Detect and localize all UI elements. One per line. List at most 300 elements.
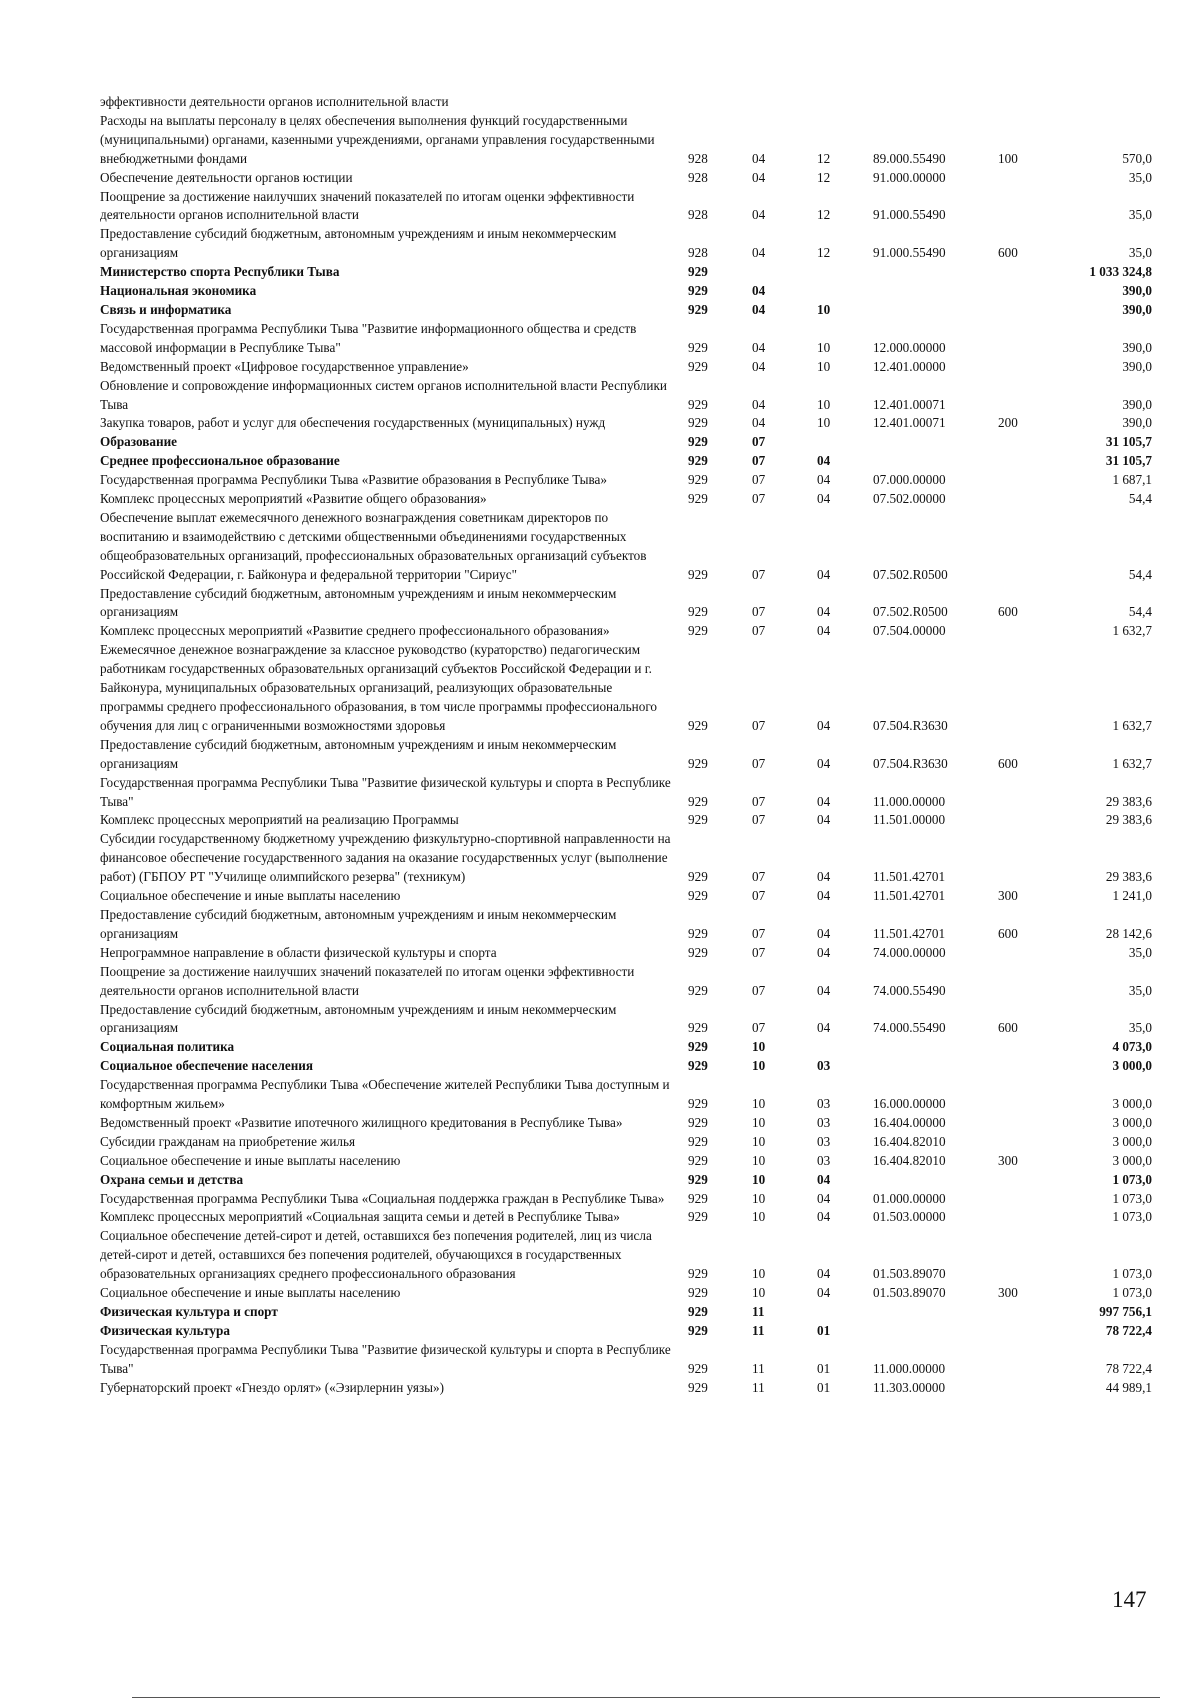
cell-expense-type-code: 300 — [998, 888, 1018, 904]
cell-ministry-code: 929 — [688, 888, 708, 904]
table-row — [0, 490, 1200, 509]
cell-section-code: 07 — [752, 453, 766, 469]
cell-amount: 3 000,0 — [1112, 1133, 1152, 1149]
cell-section-code: 07 — [752, 491, 766, 507]
cell-subsection-code: 12 — [817, 150, 831, 166]
table-row — [0, 1152, 1200, 1171]
cell-target-article-code: 89.000.55490 — [873, 150, 946, 166]
cell-section-code: 07 — [752, 982, 766, 998]
cell-target-article-code: 07.502.00000 — [873, 491, 946, 507]
cell-subsection-code: 12 — [817, 169, 831, 185]
cell-target-article-code: 07.504.R3630 — [873, 755, 948, 771]
table-row — [0, 622, 1200, 641]
cell-target-article-code: 74.000.00000 — [873, 944, 946, 960]
cell-subsection-code: 10 — [817, 339, 831, 355]
cell-amount: 390,0 — [1122, 301, 1152, 317]
cell-section-code: 07 — [752, 604, 766, 620]
cell-section-code: 04 — [752, 301, 766, 317]
cell-ministry-code: 929 — [688, 472, 708, 488]
bottom-divider — [132, 1697, 1160, 1698]
row-description: Охрана семьи и детства — [100, 1171, 244, 1187]
page-number: 147 — [1112, 1587, 1147, 1612]
table-row — [0, 452, 1200, 471]
cell-target-article-code: 91.000.55490 — [873, 245, 946, 261]
cell-subsection-code: 04 — [817, 1171, 831, 1187]
cell-subsection-code: 10 — [817, 396, 831, 412]
cell-subsection-code: 04 — [817, 491, 831, 507]
cell-section-code: 10 — [752, 1152, 766, 1168]
cell-section-code: 04 — [752, 415, 766, 431]
row-description: Государственная программа Республики Тыва "Развитие информационного общества и средств массовой информации в Республике Тыва" — [100, 320, 637, 355]
cell-subsection-code: 03 — [817, 1133, 831, 1149]
cell-ministry-code: 929 — [688, 301, 708, 317]
cell-ministry-code: 929 — [688, 869, 708, 885]
cell-amount: 390,0 — [1122, 339, 1152, 355]
cell-expense-type-code: 300 — [998, 1285, 1018, 1301]
cell-section-code: 04 — [752, 283, 766, 299]
cell-section-code: 04 — [752, 358, 766, 374]
cell-ministry-code: 929 — [688, 415, 708, 431]
cell-ministry-code: 929 — [688, 982, 708, 998]
table-row — [0, 320, 1200, 358]
row-description: Комплекс процессных мероприятий «Развитие среднего профессионального образования» — [100, 623, 610, 639]
cell-section-code: 07 — [752, 755, 766, 771]
cell-amount: 29 383,6 — [1105, 869, 1152, 885]
cell-amount: 1 632,7 — [1112, 717, 1152, 733]
cell-amount: 29 383,6 — [1105, 793, 1152, 809]
table-row — [0, 963, 1200, 1001]
cell-expense-type-code: 600 — [998, 755, 1018, 771]
cell-subsection-code: 03 — [817, 1114, 831, 1130]
cell-target-article-code: 12.401.00071 — [873, 396, 946, 412]
table-row — [0, 1303, 1200, 1322]
row-description: Непрограммное направление в области физической культуры и спорта — [100, 944, 497, 960]
cell-section-code: 07 — [752, 623, 766, 639]
cell-ministry-code: 929 — [688, 1039, 708, 1055]
cell-ministry-code: 929 — [688, 717, 708, 733]
cell-expense-type-code: 100 — [998, 150, 1018, 166]
cell-ministry-code: 929 — [688, 453, 708, 469]
cell-amount: 1 632,7 — [1112, 623, 1152, 639]
cell-section-code: 10 — [752, 1190, 766, 1206]
table-row — [0, 774, 1200, 812]
table-row — [0, 1190, 1200, 1209]
cell-section-code: 04 — [752, 207, 766, 223]
cell-expense-type-code: 300 — [998, 1152, 1018, 1168]
row-description: Связь и информатика — [100, 301, 232, 317]
cell-ministry-code: 929 — [688, 1020, 708, 1036]
cell-section-code: 10 — [752, 1285, 766, 1301]
budget-table — [0, 93, 1200, 1398]
cell-expense-type-code: 600 — [998, 925, 1018, 941]
cell-ministry-code: 929 — [688, 491, 708, 507]
table-row — [0, 887, 1200, 906]
cell-ministry-code: 929 — [688, 1096, 708, 1112]
cell-target-article-code: 11.501.42701 — [873, 869, 946, 885]
cell-amount: 28 142,6 — [1105, 925, 1152, 941]
row-description: Комплекс процессных мероприятий «Социальная защита семьи и детей в Республике Тыва» — [100, 1209, 620, 1225]
cell-section-code: 07 — [752, 1020, 766, 1036]
cell-amount: 54,4 — [1128, 491, 1152, 507]
row-description: Государственная программа Республики Тыва «Социальная поддержка граждан в Республике Тыва» — [100, 1190, 665, 1206]
table-row — [0, 1001, 1200, 1039]
table-row — [0, 1076, 1200, 1114]
cell-amount: 29 383,6 — [1105, 812, 1152, 828]
cell-subsection-code: 10 — [817, 301, 831, 317]
table-row — [0, 282, 1200, 301]
table-row — [0, 414, 1200, 433]
cell-target-article-code: 16.404.82010 — [873, 1133, 946, 1149]
table-row — [0, 1171, 1200, 1190]
cell-section-code: 07 — [752, 793, 766, 809]
cell-section-code: 07 — [752, 434, 766, 450]
cell-ministry-code: 929 — [688, 1114, 708, 1130]
cell-target-article-code: 07.504.00000 — [873, 623, 946, 639]
cell-ministry-code: 929 — [688, 1379, 708, 1395]
cell-section-code: 10 — [752, 1209, 766, 1225]
cell-amount: 390,0 — [1122, 415, 1152, 431]
cell-section-code: 10 — [752, 1266, 766, 1282]
cell-section-code: 10 — [752, 1171, 766, 1187]
cell-section-code: 10 — [752, 1096, 766, 1112]
cell-amount: 35,0 — [1128, 1020, 1152, 1036]
cell-ministry-code: 929 — [688, 604, 708, 620]
row-description: Социальное обеспечение и иные выплаты населению — [100, 888, 401, 904]
cell-section-code: 10 — [752, 1114, 766, 1130]
cell-subsection-code: 04 — [817, 453, 831, 469]
cell-section-code: 04 — [752, 150, 766, 166]
table-row — [0, 433, 1200, 452]
cell-section-code: 11 — [752, 1360, 765, 1376]
cell-subsection-code: 10 — [817, 358, 831, 374]
cell-target-article-code: 11.303.00000 — [873, 1379, 946, 1395]
cell-ministry-code: 928 — [688, 207, 708, 223]
cell-section-code: 04 — [752, 339, 766, 355]
row-description: Обеспечение деятельности органов юстиции — [100, 169, 353, 185]
row-description: Поощрение за достижение наилучших значений показателей по итогам оценки эффективности деятельности органов исполнительной власти — [100, 188, 635, 223]
row-description: Социальная политика — [100, 1039, 235, 1055]
cell-ministry-code: 928 — [688, 150, 708, 166]
row-description: Физическая культура — [100, 1322, 230, 1338]
cell-ministry-code: 929 — [688, 1171, 708, 1187]
cell-subsection-code: 04 — [817, 925, 831, 941]
cell-amount: 1 073,0 — [1112, 1190, 1152, 1206]
cell-section-code: 04 — [752, 245, 766, 261]
row-description: Ежемесячное денежное вознаграждение за классное руководство (кураторство) педагогическим работникам государственных образовательных организаций субъектов Российской Федерации и г. Байконура, муниципальных образовательных организаций, реализующих образовательные программы среднего профессионального образования, в том числе программы профессионального обучения для лиц с ограниченными возможностями здоровья — [100, 642, 657, 733]
cell-amount: 78 722,4 — [1105, 1322, 1152, 1338]
cell-ministry-code: 929 — [688, 1266, 708, 1282]
cell-amount: 35,0 — [1128, 982, 1152, 998]
row-description: Предоставление субсидий бюджетным, автономным учреждениям и иным некоммерческим организациям — [100, 1001, 617, 1036]
row-description: Обеспечение выплат ежемесячного денежного вознаграждения советникам директоров по воспитанию и взаимодействию с детскими общественными объединениями государственных общеобразовательных организаций, профессиональных образовательных организаций субъектов Российской Федерации, г. Байконура и федеральной территории "Сириус" — [100, 509, 647, 582]
row-description: Национальная экономика — [100, 283, 257, 299]
cell-subsection-code: 12 — [817, 245, 831, 261]
cell-subsection-code: 04 — [817, 982, 831, 998]
cell-expense-type-code: 600 — [998, 604, 1018, 620]
cell-subsection-code: 04 — [817, 888, 831, 904]
cell-amount: 54,4 — [1128, 604, 1152, 620]
cell-target-article-code: 01.000.00000 — [873, 1190, 946, 1206]
cell-target-article-code: 01.503.00000 — [873, 1209, 946, 1225]
cell-subsection-code: 01 — [817, 1379, 831, 1395]
cell-subsection-code: 04 — [817, 623, 831, 639]
cell-amount: 390,0 — [1122, 283, 1152, 299]
cell-subsection-code: 04 — [817, 755, 831, 771]
cell-subsection-code: 04 — [817, 812, 831, 828]
table-row — [0, 585, 1200, 623]
cell-subsection-code: 01 — [817, 1360, 831, 1376]
cell-subsection-code: 04 — [817, 944, 831, 960]
cell-subsection-code: 04 — [817, 1266, 831, 1282]
cell-expense-type-code: 600 — [998, 245, 1018, 261]
cell-ministry-code: 928 — [688, 169, 708, 185]
cell-amount: 3 000,0 — [1112, 1152, 1152, 1168]
row-description: Государственная программа Республики Тыва "Развитие физической культуры и спорта в Республике Тыва" — [100, 1341, 671, 1376]
cell-amount: 44 989,1 — [1105, 1379, 1152, 1395]
cell-amount: 54,4 — [1128, 566, 1152, 582]
cell-expense-type-code: 200 — [998, 415, 1018, 431]
table-row — [0, 358, 1200, 377]
cell-target-article-code: 16.000.00000 — [873, 1096, 946, 1112]
table-row — [0, 906, 1200, 944]
table-row — [0, 1057, 1200, 1076]
table-row — [0, 377, 1200, 415]
cell-subsection-code: 03 — [817, 1096, 831, 1112]
cell-subsection-code: 04 — [817, 793, 831, 809]
table-row — [0, 225, 1200, 263]
cell-section-code: 07 — [752, 472, 766, 488]
cell-subsection-code: 03 — [817, 1058, 831, 1074]
cell-section-code: 10 — [752, 1058, 766, 1074]
cell-amount: 1 687,1 — [1112, 472, 1152, 488]
table-row — [0, 944, 1200, 963]
cell-ministry-code: 929 — [688, 925, 708, 941]
cell-ministry-code: 929 — [688, 1285, 708, 1301]
row-description: Закупка товаров, работ и услуг для обеспечения государственных (муниципальных) нужд — [100, 415, 606, 431]
row-description: Предоставление субсидий бюджетным, автономным учреждениям и иным некоммерческим организациям — [100, 906, 617, 941]
cell-ministry-code: 929 — [688, 793, 708, 809]
row-description: Субсидии государственному бюджетному учреждению физкультурно-спортивной направленности на финансовое обеспечение государственного задания на оказание государственных услуг (выполнение работ) (ГБПОУ РТ "Училище олимпийского резерва" (техникум) — [100, 831, 671, 885]
cell-subsection-code: 04 — [817, 1285, 831, 1301]
cell-target-article-code: 01.503.89070 — [873, 1285, 946, 1301]
cell-ministry-code: 929 — [688, 264, 708, 280]
cell-ministry-code: 929 — [688, 1322, 708, 1338]
cell-target-article-code: 11.501.42701 — [873, 888, 946, 904]
cell-target-article-code: 74.000.55490 — [873, 982, 946, 998]
cell-target-article-code: 74.000.55490 — [873, 1020, 946, 1036]
row-description: Государственная программа Республики Тыва «Обеспечение жителей Республики Тыва доступным и комфортным жильем» — [100, 1077, 670, 1112]
cell-amount: 35,0 — [1128, 944, 1152, 960]
cell-target-article-code: 16.404.00000 — [873, 1114, 946, 1130]
table-row — [0, 811, 1200, 830]
cell-target-article-code: 11.000.00000 — [873, 1360, 946, 1376]
cell-ministry-code: 929 — [688, 1304, 708, 1319]
cell-amount: 35,0 — [1128, 207, 1152, 223]
cell-section-code: 07 — [752, 925, 766, 941]
cell-target-article-code: 11.501.42701 — [873, 925, 946, 941]
table-row — [0, 1379, 1200, 1398]
cell-amount: 35,0 — [1128, 245, 1152, 261]
table-row — [0, 1322, 1200, 1341]
table-row — [0, 1208, 1200, 1227]
cell-ministry-code: 929 — [688, 396, 708, 412]
cell-subsection-code: 04 — [817, 717, 831, 733]
cell-section-code: 07 — [752, 812, 766, 828]
cell-amount: 3 000,0 — [1112, 1058, 1152, 1074]
cell-ministry-code: 929 — [688, 812, 708, 828]
cell-subsection-code: 10 — [817, 415, 831, 431]
cell-amount: 78 722,4 — [1105, 1360, 1152, 1376]
cell-section-code: 07 — [752, 944, 766, 960]
cell-ministry-code: 929 — [688, 944, 708, 960]
cell-target-article-code: 07.502.R0500 — [873, 604, 948, 620]
row-description: Государственная программа Республики Тыва «Развитие образования в Республике Тыва» — [100, 472, 608, 488]
row-description: Среднее профессиональное образование — [100, 453, 340, 469]
cell-target-article-code: 12.000.00000 — [873, 339, 946, 355]
cell-target-article-code: 01.503.89070 — [873, 1266, 946, 1282]
row-description: Субсидии гражданам на приобретение жилья — [100, 1133, 356, 1149]
cell-target-article-code: 07.000.00000 — [873, 472, 946, 488]
cell-subsection-code: 04 — [817, 472, 831, 488]
row-description: Обновление и сопровождение информационных систем органов исполнительной власти Республики Тыва — [100, 377, 667, 412]
cell-ministry-code: 929 — [688, 1360, 708, 1376]
row-description: Губернаторский проект «Гнездо орлят» («Эзирлернин уязы») — [100, 1379, 445, 1395]
table-row — [0, 93, 1200, 112]
row-description: Предоставление субсидий бюджетным, автономным учреждениям и иным некоммерческим организациям — [100, 585, 617, 620]
table-row — [0, 112, 1200, 169]
cell-target-article-code: 91.000.55490 — [873, 207, 946, 223]
cell-amount: 3 000,0 — [1112, 1096, 1152, 1112]
cell-amount: 1 073,0 — [1112, 1209, 1152, 1225]
table-row — [0, 1341, 1200, 1379]
cell-subsection-code: 01 — [817, 1322, 831, 1338]
cell-ministry-code: 929 — [688, 1058, 708, 1074]
cell-subsection-code: 04 — [817, 869, 831, 885]
cell-target-article-code: 11.501.00000 — [873, 812, 946, 828]
table-row — [0, 1114, 1200, 1133]
row-description: Государственная программа Республики Тыва "Развитие физической культуры и спорта в Республике Тыва" — [100, 774, 671, 809]
cell-target-article-code: 12.401.00071 — [873, 415, 946, 431]
cell-ministry-code: 929 — [688, 1209, 708, 1225]
cell-amount: 390,0 — [1122, 396, 1152, 412]
cell-ministry-code: 929 — [688, 358, 708, 374]
cell-amount: 35,0 — [1128, 169, 1152, 185]
row-description: Социальное обеспечение населения — [100, 1058, 314, 1074]
cell-section-code: 11 — [752, 1379, 765, 1395]
cell-amount: 4 073,0 — [1112, 1039, 1152, 1055]
table-row — [0, 471, 1200, 490]
row-description: Расходы на выплаты персоналу в целях обеспечения выполнения функций государственными (муниципальными) органами, казенными учреждениями, органами управления государственными внебюджетными фондами — [100, 112, 655, 166]
cell-subsection-code: 04 — [817, 1190, 831, 1206]
row-description: Ведомственный проект «Цифровое государственное управление» — [100, 358, 469, 374]
row-description: Комплекс процессных мероприятий «Развитие общего образования» — [100, 491, 487, 507]
row-description: эффективности деятельности органов исполнительной власти — [100, 94, 449, 109]
cell-section-code: 07 — [752, 717, 766, 733]
cell-section-code: 10 — [752, 1133, 766, 1149]
cell-section-code: 10 — [752, 1039, 766, 1055]
row-description: Предоставление субсидий бюджетным, автономным учреждениям и иным некоммерческим организациям — [100, 226, 617, 261]
table-row — [0, 509, 1200, 585]
cell-section-code: 04 — [752, 169, 766, 185]
cell-ministry-code: 929 — [688, 283, 708, 299]
row-description: Социальное обеспечение детей-сирот и детей, оставшихся без попечения родителей, лиц из числа детей-сирот и детей, оставшихся без попечения родителей, обучающихся в государственных образовательных организациях среднего профессионального образования — [100, 1228, 652, 1282]
cell-amount: 3 000,0 — [1112, 1114, 1152, 1130]
cell-amount: 390,0 — [1122, 358, 1152, 374]
table-row — [0, 263, 1200, 282]
cell-section-code: 07 — [752, 566, 766, 582]
cell-subsection-code: 04 — [817, 1020, 831, 1036]
cell-subsection-code: 04 — [817, 566, 831, 582]
row-description: Министерство спорта Республики Тыва — [100, 264, 340, 280]
cell-amount: 1 241,0 — [1112, 888, 1152, 904]
row-description: Образование — [100, 434, 178, 450]
table-row — [0, 1133, 1200, 1152]
table-row — [0, 1227, 1200, 1284]
row-description: Социальное обеспечение и иные выплаты населению — [100, 1285, 401, 1301]
row-description: Физическая культура и спорт — [100, 1304, 278, 1319]
cell-target-article-code: 07.504.R3630 — [873, 717, 948, 733]
cell-ministry-code: 929 — [688, 434, 708, 450]
cell-ministry-code: 929 — [688, 623, 708, 639]
cell-amount: 570,0 — [1122, 150, 1152, 166]
cell-subsection-code: 12 — [817, 207, 831, 223]
cell-section-code: 07 — [752, 888, 766, 904]
cell-ministry-code: 929 — [688, 1190, 708, 1206]
table-row — [0, 301, 1200, 320]
cell-ministry-code: 929 — [688, 755, 708, 771]
cell-target-article-code: 11.000.00000 — [873, 793, 946, 809]
cell-target-article-code: 91.000.00000 — [873, 169, 946, 185]
cell-subsection-code: 04 — [817, 604, 831, 620]
cell-subsection-code: 03 — [817, 1152, 831, 1168]
table-row — [0, 1038, 1200, 1057]
cell-expense-type-code: 600 — [998, 1020, 1018, 1036]
row-description: Социальное обеспечение и иные выплаты населению — [100, 1152, 401, 1168]
row-description: Поощрение за достижение наилучших значений показателей по итогам оценки эффективности деятельности органов исполнительной власти — [100, 963, 635, 998]
cell-section-code: 11 — [752, 1322, 765, 1338]
cell-amount: 1 073,0 — [1112, 1171, 1152, 1187]
row-description: Комплекс процессных мероприятий на реализацию Программы — [100, 812, 459, 828]
table-row — [0, 736, 1200, 774]
table-row — [0, 1284, 1200, 1303]
cell-amount: 1 033 324,8 — [1089, 264, 1152, 280]
cell-amount: 1 632,7 — [1112, 755, 1152, 771]
table-row — [0, 641, 1200, 736]
cell-section-code: 11 — [752, 1304, 765, 1319]
cell-ministry-code: 929 — [688, 339, 708, 355]
cell-ministry-code: 929 — [688, 1152, 708, 1168]
table-row — [0, 169, 1200, 188]
cell-amount: 1 073,0 — [1112, 1285, 1152, 1301]
table-row — [0, 830, 1200, 887]
row-description: Ведомственный проект «Развитие ипотечного жилищного кредитования в Республике Тыва» — [100, 1114, 623, 1130]
cell-section-code: 07 — [752, 869, 766, 885]
cell-amount: 31 105,7 — [1105, 434, 1152, 450]
cell-amount: 1 073,0 — [1112, 1266, 1152, 1282]
cell-ministry-code: 929 — [688, 1133, 708, 1149]
cell-target-article-code: 16.404.82010 — [873, 1152, 946, 1168]
cell-subsection-code: 04 — [817, 1209, 831, 1225]
cell-target-article-code: 12.401.00000 — [873, 358, 946, 374]
row-description: Предоставление субсидий бюджетным, автономным учреждениям и иным некоммерческим организациям — [100, 736, 617, 771]
cell-target-article-code: 07.502.R0500 — [873, 566, 948, 582]
cell-amount: 997 756,1 — [1099, 1304, 1152, 1319]
cell-section-code: 04 — [752, 396, 766, 412]
cell-amount: 31 105,7 — [1105, 453, 1152, 469]
cell-ministry-code: 929 — [688, 566, 708, 582]
cell-ministry-code: 928 — [688, 245, 708, 261]
table-row — [0, 188, 1200, 226]
